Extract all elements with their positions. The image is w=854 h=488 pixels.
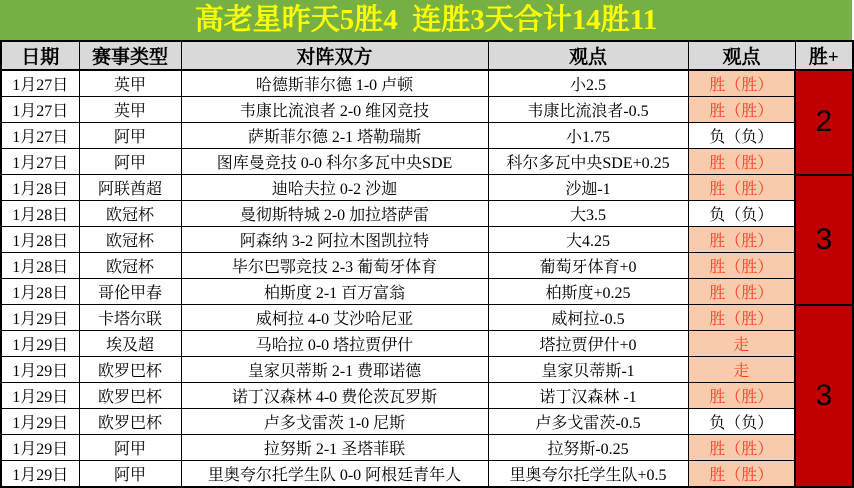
match-cell: 迪哈夫拉 0-2 沙迦: [181, 175, 488, 201]
table-row: [1, 383, 853, 409]
result-cell: 胜（胜）: [688, 435, 795, 461]
date-cell: 1月27日: [1, 70, 79, 97]
header-row: [1, 41, 853, 70]
match-cell: 萨斯菲尔德 2-1 塔勒瑞斯: [181, 123, 488, 149]
table-row: [1, 97, 853, 123]
date-cell: 1月28日: [1, 175, 79, 201]
pick-cell: 拉努斯-0.25: [488, 435, 688, 461]
table-row: [1, 253, 853, 279]
match-cell: 毕尔巴鄂竞技 2-3 葡萄牙体育: [181, 253, 488, 279]
date-cell: 1月29日: [1, 305, 79, 331]
league-cell: 埃及超: [79, 331, 181, 357]
match-cell: 阿森纳 3-2 阿拉木图凯拉特: [181, 227, 488, 253]
league-cell: 欧罗巴杯: [79, 383, 181, 409]
pick-cell: 韦康比流浪者-0.5: [488, 97, 688, 123]
date-cell: 1月29日: [1, 331, 79, 357]
league-cell: 欧冠杯: [79, 201, 181, 227]
header-match: 对阵双方: [181, 41, 488, 70]
date-cell: 1月28日: [1, 227, 79, 253]
league-cell: 阿联酋超: [79, 175, 181, 201]
date-cell: 1月28日: [1, 253, 79, 279]
pick-cell: 小1.75: [488, 123, 688, 149]
pick-cell: 大3.5: [488, 201, 688, 227]
win-plus-cell: 3: [795, 175, 853, 305]
header-result: 观点: [688, 41, 795, 70]
win-plus-cell: 3: [795, 305, 853, 488]
match-cell: 拉努斯 2-1 圣塔菲联: [181, 435, 488, 461]
league-cell: 英甲: [79, 70, 181, 97]
table-row: [1, 201, 853, 227]
pick-cell: 诺丁汉森林 -1: [488, 383, 688, 409]
table-row: [1, 279, 853, 305]
pick-cell: 柏斯度+0.25: [488, 279, 688, 305]
result-cell: 负（负）: [688, 409, 795, 435]
pick-cell: 卢多戈雷茨-0.5: [488, 409, 688, 435]
table-row: [1, 409, 853, 435]
table-row: [1, 461, 853, 488]
predictions-table: [0, 40, 854, 488]
result-cell: 胜（胜）: [688, 149, 795, 175]
result-cell: 胜（胜）: [688, 97, 795, 123]
league-cell: 哥伦甲春: [79, 279, 181, 305]
table-row: [1, 175, 853, 201]
result-cell: 负（负）: [688, 123, 795, 149]
page-title: 高老星昨天5胜4 连胜3天合计14胜11: [0, 0, 852, 40]
league-cell: 阿甲: [79, 123, 181, 149]
pick-cell: 小2.5: [488, 70, 688, 97]
league-cell: 欧罗巴杯: [79, 409, 181, 435]
date-cell: 1月28日: [1, 201, 79, 227]
result-cell: 胜（胜）: [688, 279, 795, 305]
league-cell: 欧罗巴杯: [79, 357, 181, 383]
pick-cell: 大4.25: [488, 227, 688, 253]
header-pick: 观点: [488, 41, 688, 70]
header-date: 日期: [1, 41, 79, 70]
result-cell: 胜（胜）: [688, 461, 795, 488]
result-cell: 胜（胜）: [688, 70, 795, 97]
match-cell: 柏斯度 2-1 百万富翁: [181, 279, 488, 305]
match-cell: 韦康比流浪者 2-0 维冈竞技: [181, 97, 488, 123]
league-cell: 阿甲: [79, 435, 181, 461]
date-cell: 1月29日: [1, 435, 79, 461]
header-league: 赛事类型: [79, 41, 181, 70]
result-cell: 胜（胜）: [688, 227, 795, 253]
pick-cell: 沙迦-1: [488, 175, 688, 201]
league-cell: 阿甲: [79, 149, 181, 175]
pick-cell: 葡萄牙体育+0: [488, 253, 688, 279]
match-cell: 图库曼竞技 0-0 科尔多瓦中央SDE: [181, 149, 488, 175]
league-cell: 卡塔尔联: [79, 305, 181, 331]
match-cell: 卢多戈雷茨 1-0 尼斯: [181, 409, 488, 435]
match-cell: 威柯拉 4-0 艾沙哈尼亚: [181, 305, 488, 331]
table-row: [1, 227, 853, 253]
date-cell: 1月28日: [1, 279, 79, 305]
date-cell: 1月29日: [1, 409, 79, 435]
date-cell: 1月27日: [1, 149, 79, 175]
table-row: [1, 305, 853, 331]
pick-cell: 里奥夸尔托学生队+0.5: [488, 461, 688, 488]
result-cell: 负（负）: [688, 201, 795, 227]
result-cell: 走: [688, 331, 795, 357]
table-row: [1, 357, 853, 383]
result-cell: 胜（胜）: [688, 305, 795, 331]
date-cell: 1月27日: [1, 97, 79, 123]
league-cell: 欧冠杯: [79, 253, 181, 279]
table-row: [1, 149, 853, 175]
match-cell: 诺丁汉森林 4-0 费伦茨瓦罗斯: [181, 383, 488, 409]
table-row: [1, 123, 853, 149]
result-cell: 胜（胜）: [688, 383, 795, 409]
match-cell: 哈德斯菲尔德 1-0 卢顿: [181, 70, 488, 97]
win-plus-cell: 2: [795, 70, 853, 175]
match-cell: 曼彻斯特城 2-0 加拉塔萨雷: [181, 201, 488, 227]
league-cell: 阿甲: [79, 461, 181, 488]
match-cell: 皇家贝蒂斯 2-1 费耶诺德: [181, 357, 488, 383]
match-cell: 里奥夸尔托学生队 0-0 阿根廷青年人: [181, 461, 488, 488]
table-row: [1, 331, 853, 357]
league-cell: 英甲: [79, 97, 181, 123]
date-cell: 1月29日: [1, 383, 79, 409]
date-cell: 1月27日: [1, 123, 79, 149]
pick-cell: 皇家贝蒂斯-1: [488, 357, 688, 383]
pick-cell: 科尔多瓦中央SDE+0.25: [488, 149, 688, 175]
league-cell: 欧冠杯: [79, 227, 181, 253]
result-cell: 胜（胜）: [688, 175, 795, 201]
result-cell: 走: [688, 357, 795, 383]
table-row: [1, 435, 853, 461]
pick-cell: 威柯拉-0.5: [488, 305, 688, 331]
header-win-plus: 胜+: [795, 41, 853, 70]
table-row: [1, 70, 853, 97]
date-cell: 1月29日: [1, 461, 79, 488]
match-cell: 马哈拉 0-0 塔拉贾伊什: [181, 331, 488, 357]
result-cell: 胜（胜）: [688, 253, 795, 279]
pick-cell: 塔拉贾伊什+0: [488, 331, 688, 357]
date-cell: 1月29日: [1, 357, 79, 383]
